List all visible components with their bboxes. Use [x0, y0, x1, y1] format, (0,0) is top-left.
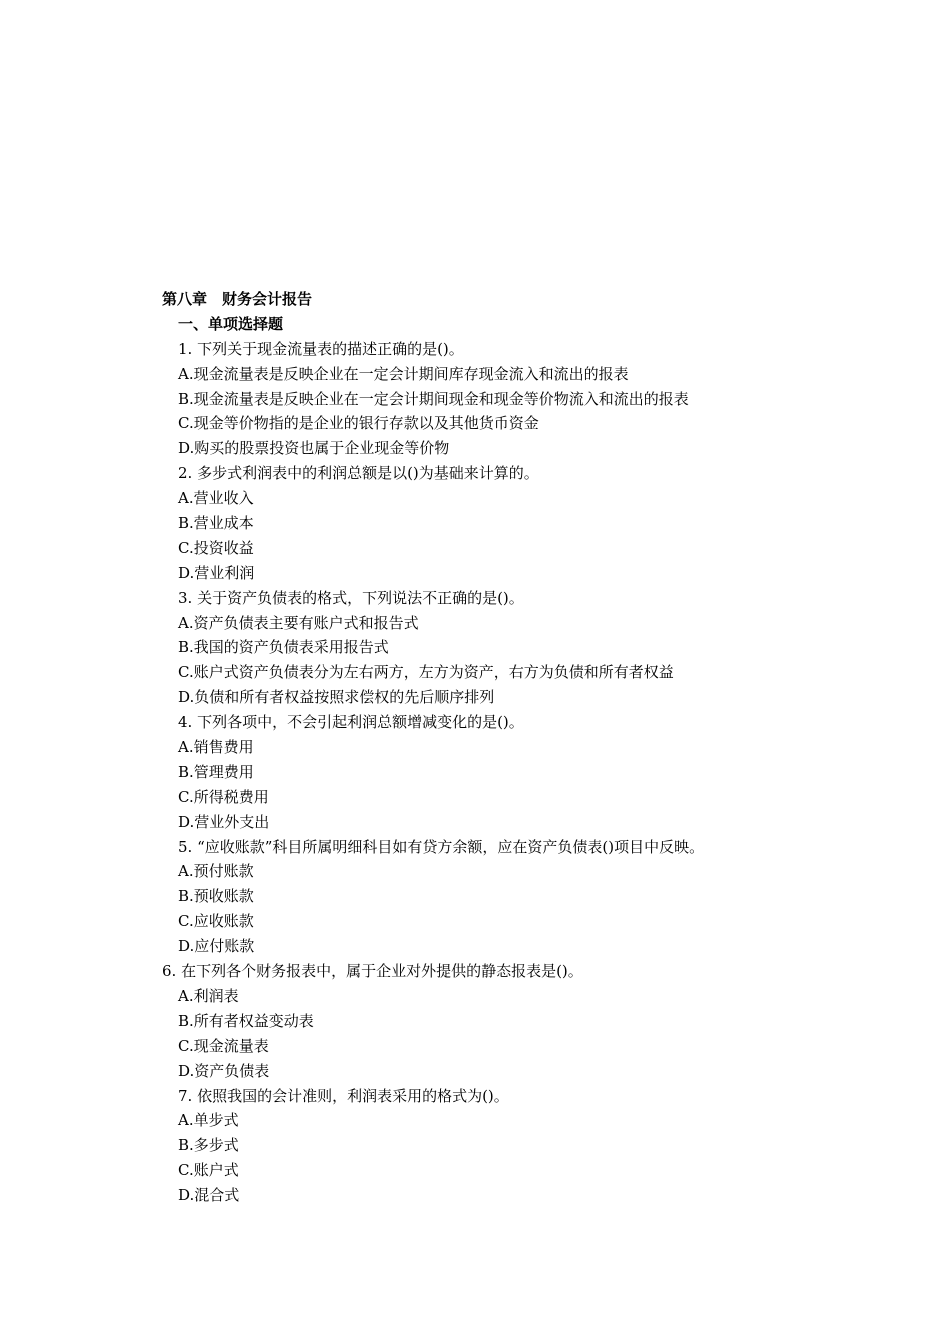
question-1-stem: 1. 下列关于现金流量表的描述正确的是()。 — [178, 339, 464, 358]
question-1-option-a: A.现金流量表是反映企业在一定会计期间库存现金流入和流出的报表 — [178, 364, 629, 383]
question-7-option-d: D.混合式 — [178, 1186, 240, 1205]
question-7-option-a: A.单步式 — [178, 1111, 239, 1130]
question-2-stem: 2. 多步式利润表中的利润总额是以()为基础来计算的。 — [178, 464, 539, 483]
question-6-option-a: A.利润表 — [178, 986, 239, 1005]
question-4-option-d: D.营业外支出 — [178, 812, 270, 831]
question-7-option-b: B.多步式 — [178, 1136, 239, 1155]
question-1-option-d: D.购买的股票投资也属于企业现金等价物 — [178, 439, 450, 458]
question-6-option-d: D.资产负债表 — [178, 1061, 270, 1080]
question-7-stem: 7. 依照我国的会计准则，利润表采用的格式为()。 — [178, 1086, 509, 1105]
question-2-option-c: C.投资收益 — [178, 538, 254, 557]
question-3-option-b: B.我国的资产负债表采用报告式 — [178, 638, 389, 657]
question-6-option-c: C.现金流量表 — [178, 1036, 269, 1055]
question-5-option-c: C.应收账款 — [178, 912, 254, 931]
question-6-stem: 6. 在下列各个财务报表中，属于企业对外提供的静态报表是()。 — [162, 962, 583, 981]
question-3-option-d: D.负债和所有者权益按照求偿权的先后顺序排列 — [178, 688, 495, 707]
question-3-stem: 3. 关于资产负债表的格式，下列说法不正确的是()。 — [178, 588, 524, 607]
question-5-option-d: D.应付账款 — [178, 937, 255, 956]
question-2-option-d: D.营业利润 — [178, 563, 255, 582]
question-3-option-a: A.资产负债表主要有账户式和报告式 — [178, 613, 419, 632]
question-2-option-b: B.营业成本 — [178, 514, 254, 533]
question-5-option-a: A.预付账款 — [178, 862, 254, 881]
question-4-option-a: A.销售费用 — [178, 738, 254, 757]
question-6-option-b: B.所有者权益变动表 — [178, 1011, 314, 1030]
question-5-stem: 5. “应收账款”科目所属明细科目如有贷方余额，应在资产负债表()项目中反映。 — [178, 837, 705, 856]
chapter-title: 第八章 财务会计报告 — [162, 290, 313, 308]
question-4-option-c: C.所得税费用 — [178, 787, 269, 806]
question-4-stem: 4. 下列各项中，不会引起利润总额增减变化的是()。 — [178, 713, 524, 732]
section-title: 一、单项选择题 — [178, 314, 284, 333]
question-7-option-c: C.账户式 — [178, 1161, 239, 1180]
question-1-option-b: B.现金流量表是反映企业在一定会计期间现金和现金等价物流入和流出的报表 — [178, 389, 689, 408]
question-1-option-c: C.现金等价物指的是企业的银行存款以及其他货币资金 — [178, 414, 539, 433]
question-5-option-b: B.预收账款 — [178, 887, 254, 906]
question-2-option-a: A.营业收入 — [178, 489, 254, 508]
question-3-option-c: C.账户式资产负债表分为左右两方，左方为资产，右方为负债和所有者权益 — [178, 663, 674, 682]
document-body — [0, 287, 950, 1208]
question-4-option-b: B.管理费用 — [178, 762, 254, 781]
